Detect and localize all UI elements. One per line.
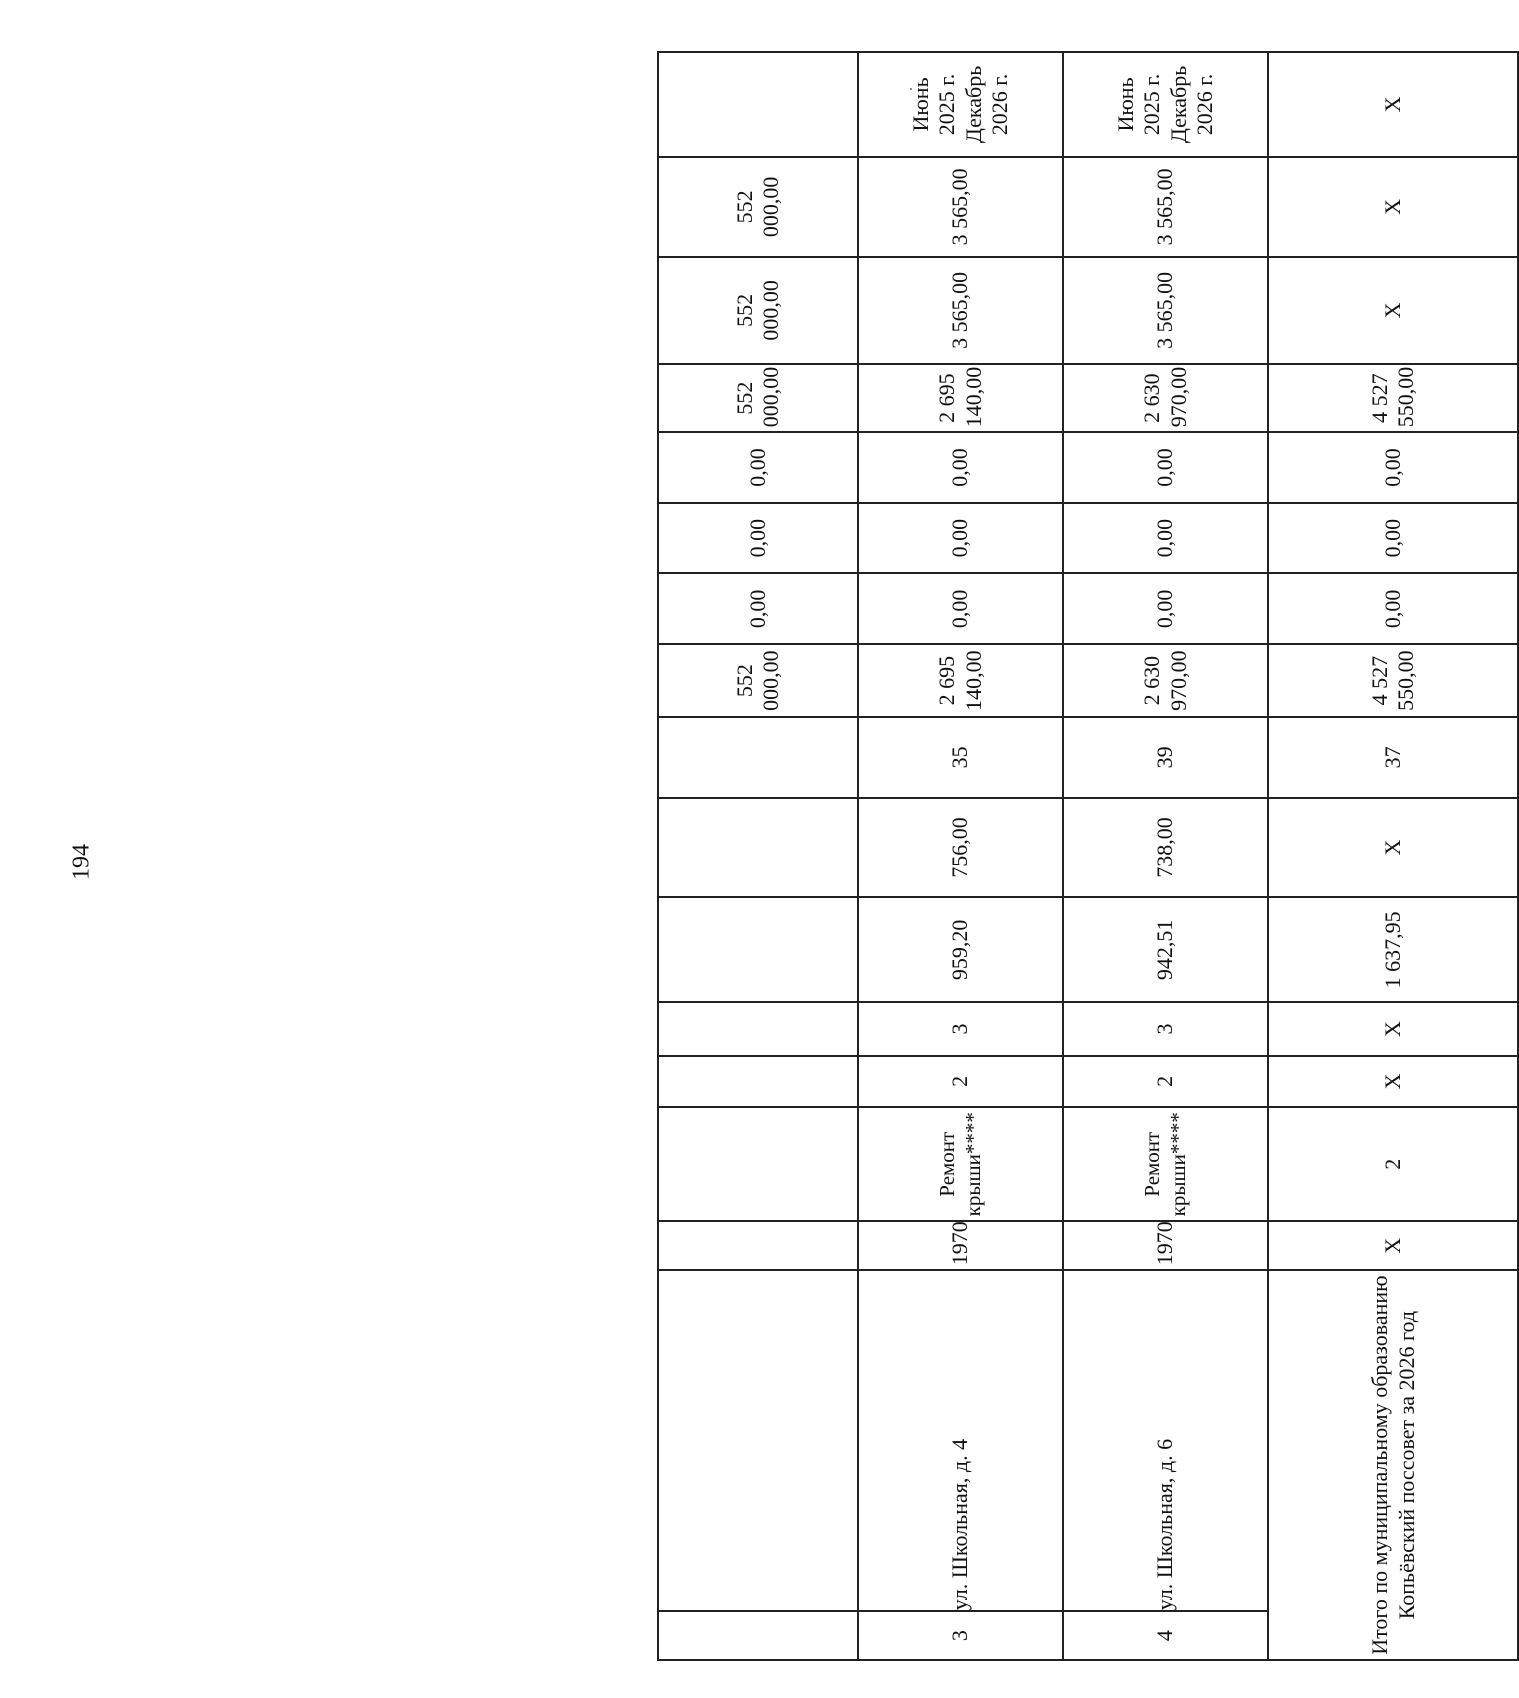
cost-total-cell: 4 527 550,00 (1268, 644, 1518, 717)
area-cell: 959,20 (858, 897, 1063, 1002)
period-cell: Июнь 2025 г. Декабрь 2026 г. (1063, 52, 1268, 157)
zero-cell: 0,00 (1268, 503, 1518, 574)
col-2-cell: Х (1268, 1056, 1518, 1107)
people-cell: 35 (858, 717, 1063, 797)
row-number: 3 (858, 1611, 1063, 1660)
area-cell: 942,51 (1063, 897, 1268, 1002)
col-3-cell: 3 (858, 1002, 1063, 1056)
cost-total-cell: 2 630 970,00 (1063, 644, 1268, 717)
rotated-table-wrapper (657, 51, 1517, 1661)
address-cell: ул. Школьная, д. 4 (858, 1270, 1063, 1611)
unit-cost-cell: 3 565,00 (1063, 257, 1268, 364)
zero-cell: 0,00 (658, 432, 858, 503)
year-cell: 1970 (1063, 1221, 1268, 1270)
area2-cell: 738,00 (1063, 798, 1268, 898)
zero-cell: 0,00 (658, 573, 858, 644)
zero-cell: 0,00 (1063, 503, 1268, 574)
zero-cell: 0,00 (658, 503, 858, 574)
unit-cost-cell: 3 565,00 (858, 157, 1063, 257)
work-type-cell: Ремонт крыши**** (1063, 1107, 1268, 1222)
unit-cost-cell: 3 565,00 (858, 257, 1063, 364)
year-cell: Х (1268, 1221, 1518, 1270)
unit-cost-cell: 552 000,00 (658, 257, 858, 364)
table-row-continuation (658, 52, 858, 1660)
cost-total-cell: 552 000,00 (658, 644, 858, 717)
zero-cell: 0,00 (1268, 432, 1518, 503)
people-cell: 37 (1268, 717, 1518, 797)
zero-cell: 0,00 (858, 432, 1063, 503)
row-number: 4 (1063, 1611, 1268, 1660)
table-row (858, 52, 1063, 1660)
zero-cell: 0,00 (1063, 432, 1268, 503)
repair-schedule-table (657, 51, 1519, 1661)
year-cell: 1970 (858, 1221, 1063, 1270)
area2-cell: 756,00 (858, 798, 1063, 898)
zero-cell: 0,00 (1268, 573, 1518, 644)
cost-total2-cell: 2 695 140,00 (858, 364, 1063, 432)
unit-cost-cell: 3 565,00 (1063, 157, 1268, 257)
area-cell: 1 637,95 (1268, 897, 1518, 1002)
area2-cell: Х (1268, 798, 1518, 898)
col-2-cell: 2 (858, 1056, 1063, 1107)
cost-total2-cell: 4 527 550,00 (1268, 364, 1518, 432)
people-cell: 39 (1063, 717, 1268, 797)
cost-total2-cell: 2 630 970,00 (1063, 364, 1268, 432)
period-cell: Июнь 2025 г. Декабрь 2026 г. (858, 52, 1063, 157)
cost-total-cell: 2 695 140,00 (858, 644, 1063, 717)
unit-cost-cell: Х (1268, 157, 1518, 257)
col-3-cell: Х (1268, 1002, 1518, 1056)
page-number: 194 (68, 844, 95, 880)
col-3-cell: 3 (1063, 1002, 1268, 1056)
col-2-cell: 2 (1063, 1056, 1268, 1107)
unit-cost-cell: Х (1268, 257, 1518, 364)
zero-cell: 0,00 (1063, 573, 1268, 644)
work-type-cell: 2 (1268, 1107, 1518, 1222)
total-label-cell: Итого по муниципальному образованию Копьёвский поссовет за 2026 год (1268, 1270, 1518, 1660)
unit-cost-cell: 552 000,00 (658, 157, 858, 257)
period-cell: Х (1268, 52, 1518, 157)
table-row (1063, 52, 1268, 1660)
zero-cell: 0,00 (858, 503, 1063, 574)
cost-total2-cell: 552 000,00 (658, 364, 858, 432)
work-type-cell: Ремонт крыши**** (858, 1107, 1063, 1222)
table-row-total (1268, 52, 1518, 1660)
zero-cell: 0,00 (858, 573, 1063, 644)
address-cell: ул. Школьная, д. 6 (1063, 1270, 1268, 1611)
